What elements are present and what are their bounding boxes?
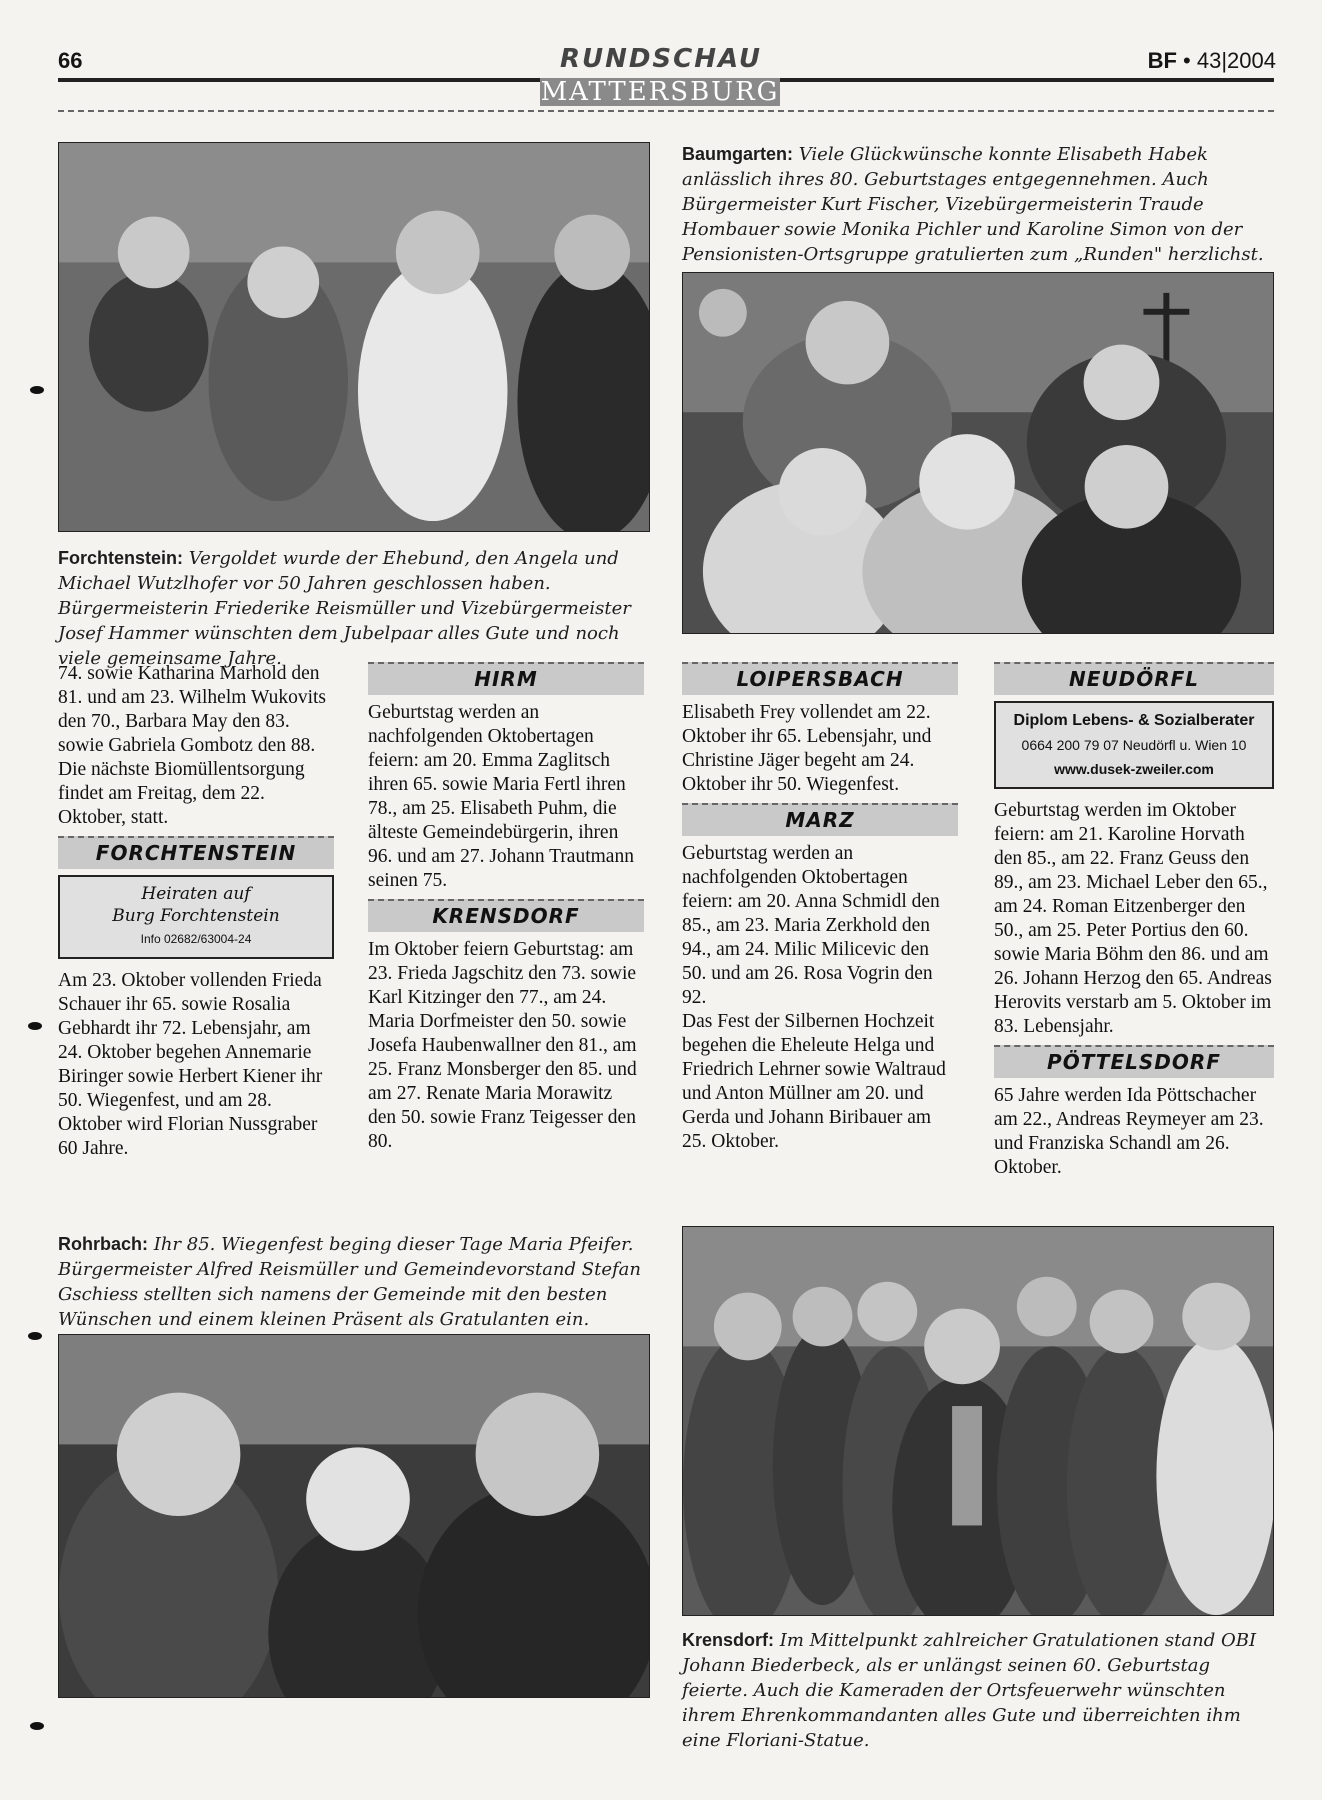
ad-phone: 0664 200 79 07 Neudörfl u. Wien 10 [1021,737,1247,753]
text-neudoerfl: Geburtstag werden im Oktober feiern: am 21. Karoline Horvath den 85., am 22. Franz Geuss den 89., am 23. Michael Leber den 65., am 24. Roman Eitzenberger den 50., am 25. Peter Portius den 60. sowie Maria Böhm den 86. und am 26. Johann Herzog den 65. Andreas Herovits verstarb am 5. Oktober im 83. Lebensjahr. [994,800,1272,1037]
issue-label [1148,48,1276,74]
text-loipersbach: Elisabeth Frey vollendet am 22. Oktober ihr 65. Lebensjahr, und Christine Jäger begeht am 24. Oktober ihr 50. Wiegenfest. [682,702,932,795]
binder-mark [30,386,44,394]
binder-mark [30,1722,44,1730]
ad-line-2: Burg Forchtenstein [112,906,280,926]
photo-baumgarten [682,272,1274,634]
col1-text: Am 23. Oktober vollenden Frieda Schauer ihr 65. sowie Rosalia Gebhardt ihr 72. Lebensjahr, am 24. Oktober begehen Annemarie Biringer sowie Herbert Kiener ihr 50. Wiegenfest, und am 28. Oktober wird Florian Nussgraber 60 Jahre. [58,970,323,1159]
ad-title: Diplom Lebens- & Sozialberater [1013,712,1255,729]
binder-mark [28,1022,42,1030]
ad-heiraten-burg-forchtenstein [58,875,334,959]
binder-mark [28,1332,42,1340]
col1-bio: Die nächste Biomüllentsorgung findet am Freitag, dem 22. Oktober, statt. [58,759,305,828]
caption-forchtenstein [58,546,650,671]
ad-line-1: Heiraten auf [141,884,251,904]
caption-text: Ihr 85. Wiegenfest beging dieser Tage Maria Pfeifer. Bürgermeister Alfred Reismüller und Gemeindevorstand Stefan Gschiess stellten sich namens der Gemeinde mit den besten Wünschen und einem kleinen Präsent als Gratulanten ein. [58,1234,641,1330]
ad-lebensberater [994,701,1274,789]
photo-krensdorf [682,1226,1274,1616]
caption-krensdorf [682,1628,1274,1753]
heading-krensdorf: KRENSDORF [368,899,644,932]
heading-marz: MARZ [682,803,958,836]
photo-rohrbach-graphic [59,1335,649,1697]
text-krensdorf: Im Oktober feiern Geburtstag: am 23. Frieda Jagschitz den 73. sowie Karl Kitzinger den 77., am 24. Maria Dorfmeister den 50. sowie Josefa Haubenwallner den 81., am 25. Franz Monsberger den 85. und am 27. Renate Maria Morawitz den 50. sowie Franz Teigesser den 80. [368,939,637,1152]
heading-hirm: HIRM [368,662,644,695]
heading-poettelsdorf: PÖTTELSDORF [994,1045,1274,1078]
caption-baumgarten [682,142,1274,267]
col1-intro: 74. sowie Katharina Marhold den 81. und am 23. Wilhelm Wukovits den 70., Barbara May den 83. sowie Gabriela Gombotz den 88. [58,663,326,756]
photo-rohrbach [58,1334,650,1698]
caption-place: Baumgarten: [682,144,794,164]
heading-loipersbach: LOIPERSBACH [682,662,958,695]
heading-forchtenstein: FORCHTENSTEIN [58,836,334,869]
header-dashed-rule [58,110,1274,112]
issue-separator: • [1176,48,1197,73]
caption-place: Forchtenstein: [58,548,184,568]
caption-text: Im Mittelpunkt zahlreicher Gratulationen stand OBI Johann Biederbeck, als er unlängst seinen 60. Geburtstag feierte. Auch die Kameraden der Ortsfeuerwehr wünschten ihrem Ehrenkommandanten alles Gute und überreichten ihm eine Floriani-Statue. [682,1630,1257,1751]
text-poettelsdorf: 65 Jahre werden Ida Pöttschacher am 22., Andreas Reymeyer am 23. und Franziska Schandl am 26. Oktober. [994,1085,1264,1178]
column-2 [368,662,644,1154]
caption-place: Rohrbach: [58,1234,148,1254]
photo-forchtenstein-graphic [59,143,649,531]
section-title: MATTERSBURG [540,77,780,107]
column-4 [994,662,1274,1180]
column-1 [58,662,334,1161]
issue-code: BF [1147,48,1177,73]
column-3 [682,662,958,1154]
photo-baumgarten-graphic [683,273,1273,633]
photo-forchtenstein [58,142,650,532]
issue-number: 43|2004 [1196,48,1276,73]
photo-krensdorf-graphic [683,1227,1273,1615]
ad-web: www.dusek-zweiler.com [1054,761,1214,777]
caption-place: Krensdorf: [682,1630,775,1650]
ad-info: Info 02682/63004-24 [140,932,252,946]
caption-text: Vergoldet wurde der Ehebund, den Angela und Michael Wutzlhofer vor 50 Jahren geschlossen haben. Bürgermeisterin Friederike Reismüller und Vizebürgermeister Josef Hammer wünschten dem Jubelpaar alles Gute und noch viele gemeinsame Jahre. [58,548,631,669]
publication-name: RUNDSCHAU [559,44,763,74]
text-hirm: Geburtstag werden an nachfolgenden Oktobertagen feiern: am 20. Emma Zaglitsch ihren 65. sowie Maria Fertl ihren 78., am 25. Elisabeth Puhm, die älteste Gemeindebürgerin, ihren 96. und am 27. Johann Trautmann seinen 75. [368,702,634,891]
caption-text: Viele Glückwünsche konnte Elisabeth Habek anlässlich ihres 80. Geburtstages entgegennehmen. Auch Bürgermeister Kurt Fischer, Vizebürgermeisterin Traude Hombauer sowie Monika Pichler und Karoline Simon von der Pensionisten-Ortsgruppe gratulierten zum „Runden" herzlichst. [682,144,1264,265]
page-number: 66 [58,48,83,73]
text-marz-2: Das Fest der Silbernen Hochzeit begehen die Eheleute Helga und Friedrich Lehrner sowie Waltraud und Anton Müllner am 20. und Gerda und Johann Biribauer am 25. Oktober. [682,1011,946,1152]
caption-rohrbach [58,1232,650,1332]
text-marz: Geburtstag werden an nachfolgenden Oktobertagen feiern: am 20. Anna Schmidl den 85., am 23. Maria Zerkhold den 94., am 24. Milic Milicevic den 50. und am 26. Rosa Vogrin den 92. [682,843,940,1008]
heading-neudoerfl: NEUDÖRFL [994,662,1274,695]
